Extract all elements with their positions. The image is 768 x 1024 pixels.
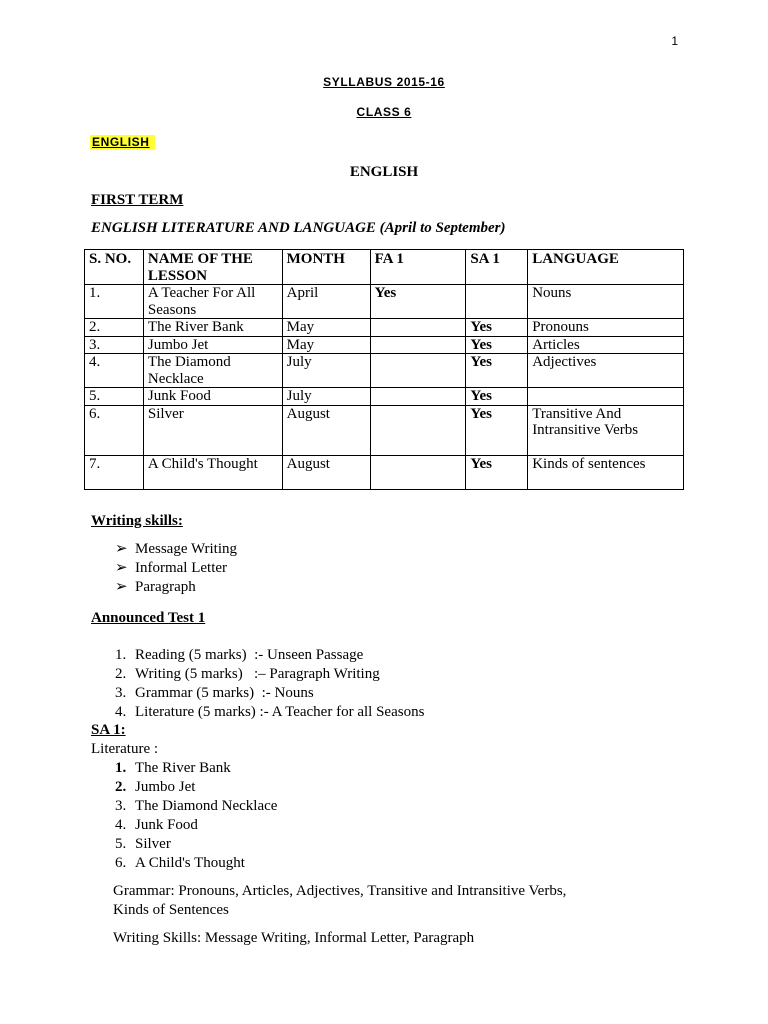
list-item-text: A Child's Thought xyxy=(135,855,245,871)
table-row xyxy=(85,319,684,337)
cell-month: July xyxy=(282,354,370,388)
cell-sno: 4. xyxy=(85,354,144,388)
table-row xyxy=(85,354,684,388)
cell-sa1: Yes xyxy=(466,336,528,354)
col-header-fa1: FA 1 xyxy=(370,250,466,285)
col-header-month: MONTH xyxy=(282,250,370,285)
list-item xyxy=(115,854,277,873)
cell-fa1 xyxy=(370,388,466,406)
cell-sno: 7. xyxy=(85,455,144,489)
cell-fa1 xyxy=(370,354,466,388)
cell-fa1 xyxy=(370,319,466,337)
cell-language: Transitive And Intransitive Verbs xyxy=(528,405,684,455)
list-item xyxy=(115,665,424,684)
writing-skills-summary: Writing Skills: Message Writing, Informal Letter, Paragraph xyxy=(113,930,475,946)
section-title-text: ENGLISH LITERATURE AND LANGUAGE xyxy=(91,220,376,236)
list-item-number: 1. xyxy=(115,760,127,776)
cell-lesson: A Teacher For All Seasons xyxy=(143,285,282,319)
cell-lesson: The Diamond Necklace xyxy=(143,354,282,388)
subject-tag-text: ENGLISH xyxy=(90,135,155,150)
sa1-heading: SA 1: xyxy=(91,722,126,738)
cell-sno: 2. xyxy=(85,319,144,337)
cell-fa1: Yes xyxy=(370,285,466,319)
list-item-text: Message Writing xyxy=(135,541,238,557)
table-row xyxy=(85,455,684,489)
cell-lesson: Junk Food xyxy=(143,388,282,406)
list-item-number: 4. xyxy=(115,817,127,833)
announced-test-list xyxy=(115,646,424,722)
list-item-number: 6. xyxy=(115,855,127,871)
cell-language: Nouns xyxy=(528,285,684,319)
cell-month: May xyxy=(282,319,370,337)
class-title: CLASS 6 xyxy=(356,105,412,119)
list-item-text: Silver xyxy=(135,836,171,852)
list-item-text: Junk Food xyxy=(135,817,198,833)
literature-label: Literature : xyxy=(91,741,159,757)
col-header-lesson: NAME OF THE LESSON xyxy=(143,250,282,285)
cell-language: Kinds of sentences xyxy=(528,455,684,489)
writing-skills-heading: Writing skills: xyxy=(91,513,183,529)
list-item xyxy=(115,559,237,578)
list-item-number: 3. xyxy=(115,798,127,814)
cell-language: Adjectives xyxy=(528,354,684,388)
grammar-line-2: Kinds of Sentences xyxy=(113,902,229,918)
list-item xyxy=(115,578,237,597)
list-item-text: The Diamond Necklace xyxy=(135,798,278,814)
list-item-text: Paragraph xyxy=(135,579,196,595)
col-header-language: LANGUAGE xyxy=(528,250,684,285)
cell-sa1: Yes xyxy=(466,354,528,388)
list-item xyxy=(115,816,277,835)
cell-month: August xyxy=(282,455,370,489)
cell-sno: 3. xyxy=(85,336,144,354)
list-item xyxy=(115,540,237,559)
list-item-number: 1. xyxy=(115,647,127,663)
section-title xyxy=(91,220,505,237)
list-item-number: 5. xyxy=(115,836,127,852)
cell-fa1 xyxy=(370,455,466,489)
term-heading: FIRST TERM xyxy=(91,192,184,208)
cell-sa1: Yes xyxy=(466,319,528,337)
list-item-text: Grammar (5 marks) :- Nouns xyxy=(135,685,314,701)
list-item-number: 2. xyxy=(115,666,127,682)
list-item xyxy=(115,797,277,816)
list-item-text: Jumbo Jet xyxy=(135,779,196,795)
table-row xyxy=(85,336,684,354)
cell-month: July xyxy=(282,388,370,406)
section-period: (April to September) xyxy=(379,220,506,236)
grammar-line-1: Grammar: Pronouns, Articles, Adjectives, Transitive and Intransitive Verbs, xyxy=(113,883,567,899)
cell-sa1: Yes xyxy=(466,388,528,406)
cell-fa1 xyxy=(370,405,466,455)
col-header-sa1: SA 1 xyxy=(466,250,528,285)
cell-lesson: The River Bank xyxy=(143,319,282,337)
grammar-paragraph xyxy=(113,882,673,920)
cell-lesson: A Child's Thought xyxy=(143,455,282,489)
cell-sno: 5. xyxy=(85,388,144,406)
cell-month: April xyxy=(282,285,370,319)
cell-language: Articles xyxy=(528,336,684,354)
col-header-sno: S. NO. xyxy=(85,250,144,285)
page-number: 1 xyxy=(671,34,678,48)
list-item xyxy=(115,759,277,778)
cell-sa1: Yes xyxy=(466,405,528,455)
list-item-text: The River Bank xyxy=(135,760,231,776)
list-item-number: 2. xyxy=(115,779,127,795)
cell-language: Pronouns xyxy=(528,319,684,337)
syllabus-table xyxy=(84,249,684,490)
arrow-bullet-icon: ➢ xyxy=(115,560,128,576)
table-row xyxy=(85,388,684,406)
cell-lesson: Jumbo Jet xyxy=(143,336,282,354)
list-item xyxy=(115,778,277,797)
cell-lesson: Silver xyxy=(143,405,282,455)
table-row xyxy=(85,405,684,455)
writing-skills-list xyxy=(115,540,237,597)
announced-test-heading: Announced Test 1 xyxy=(91,610,206,626)
cell-sa1 xyxy=(466,285,528,319)
subject-heading: ENGLISH xyxy=(349,164,419,180)
cell-fa1 xyxy=(370,336,466,354)
list-item-text: Informal Letter xyxy=(135,560,228,576)
list-item xyxy=(115,835,277,854)
list-item xyxy=(115,646,424,665)
cell-month: August xyxy=(282,405,370,455)
arrow-bullet-icon: ➢ xyxy=(115,579,128,595)
sa1-literature-list xyxy=(115,759,277,873)
list-item-text: Writing (5 marks) :– Paragraph Writing xyxy=(135,666,380,682)
list-item-number: 4. xyxy=(115,704,127,720)
table-row xyxy=(85,285,684,319)
cell-sa1: Yes xyxy=(466,455,528,489)
cell-language xyxy=(528,388,684,406)
cell-sno: 1. xyxy=(85,285,144,319)
syllabus-title: SYLLABUS 2015-16 xyxy=(323,75,445,89)
list-item xyxy=(115,703,424,722)
table-header-row xyxy=(85,250,684,285)
cell-sno: 6. xyxy=(85,405,144,455)
list-item-number: 3. xyxy=(115,685,127,701)
subject-tag xyxy=(90,135,155,149)
arrow-bullet-icon: ➢ xyxy=(115,541,128,557)
cell-month: May xyxy=(282,336,370,354)
list-item-text: Literature (5 marks) :- A Teacher for all Seasons xyxy=(135,704,425,720)
list-item xyxy=(115,684,424,703)
list-item-text: Reading (5 marks) :- Unseen Passage xyxy=(135,647,364,663)
